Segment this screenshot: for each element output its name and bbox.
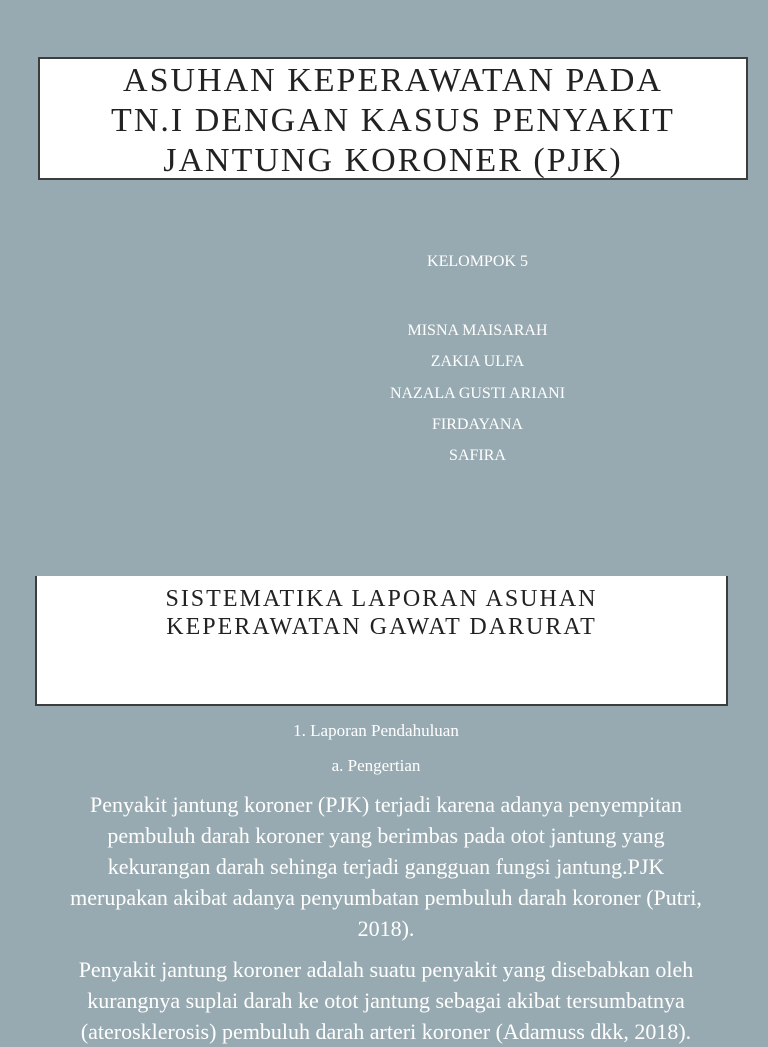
member-name: NAZALA GUSTI ARIANI xyxy=(389,384,566,402)
outline-item: 1. Laporan Pendahuluan xyxy=(293,721,459,740)
outline-subitem: a. Pengertian xyxy=(331,756,421,775)
member-name: FIRDAYANA xyxy=(432,415,523,433)
section-title-box xyxy=(35,576,728,706)
title-line: ASUHAN KEPERAWATAN PADA xyxy=(123,62,663,99)
section-title-line: KEPERAWATAN GAWAT DARURAT xyxy=(166,614,597,640)
paragraph-line: Penyakit jantung koroner (PJK) terjadi karena adanya penyempitan xyxy=(90,792,682,817)
group-label: KELOMPOK 5 xyxy=(427,253,528,270)
paragraph-line: kurangnya suplai darah ke otot jantung sebagai akibat tersumbatnya xyxy=(87,988,685,1013)
paragraph-line: Penyakit jantung koroner adalah suatu penyakit yang disebabkan oleh xyxy=(78,957,694,982)
title-line: JANTUNG KORONER (PJK) xyxy=(163,142,623,179)
paragraph-line: kekurangan darah sehinga terjadi gangguan fungsi jantung.PJK xyxy=(107,854,665,879)
member-name: ZAKIA ULFA xyxy=(430,353,525,371)
title-line: TN.I DENGAN KASUS PENYAKIT xyxy=(111,102,675,139)
title-box xyxy=(38,57,748,180)
section-title-line: SISTEMATIKA LAPORAN ASUHAN xyxy=(165,586,598,612)
member-name: MISNA MAISARAH xyxy=(407,322,548,339)
member-list xyxy=(290,315,665,471)
paragraph-line: (aterosklerosis) pembuluh darah arteri koroner (Adamuss dkk, 2018). xyxy=(80,1019,692,1044)
paragraph-definition-2 xyxy=(10,954,762,1047)
member-name: SAFIRA xyxy=(449,447,506,465)
paragraph-line: merupakan akibat adanya penyumbatan pembuluh darah koroner (Putri, xyxy=(70,885,702,910)
paragraph-line: pembuluh darah koroner yang berimbas pada otot jantung yang xyxy=(107,823,665,848)
paragraph-line: 2018). xyxy=(357,916,415,941)
paragraph-definition-1 xyxy=(10,789,762,944)
